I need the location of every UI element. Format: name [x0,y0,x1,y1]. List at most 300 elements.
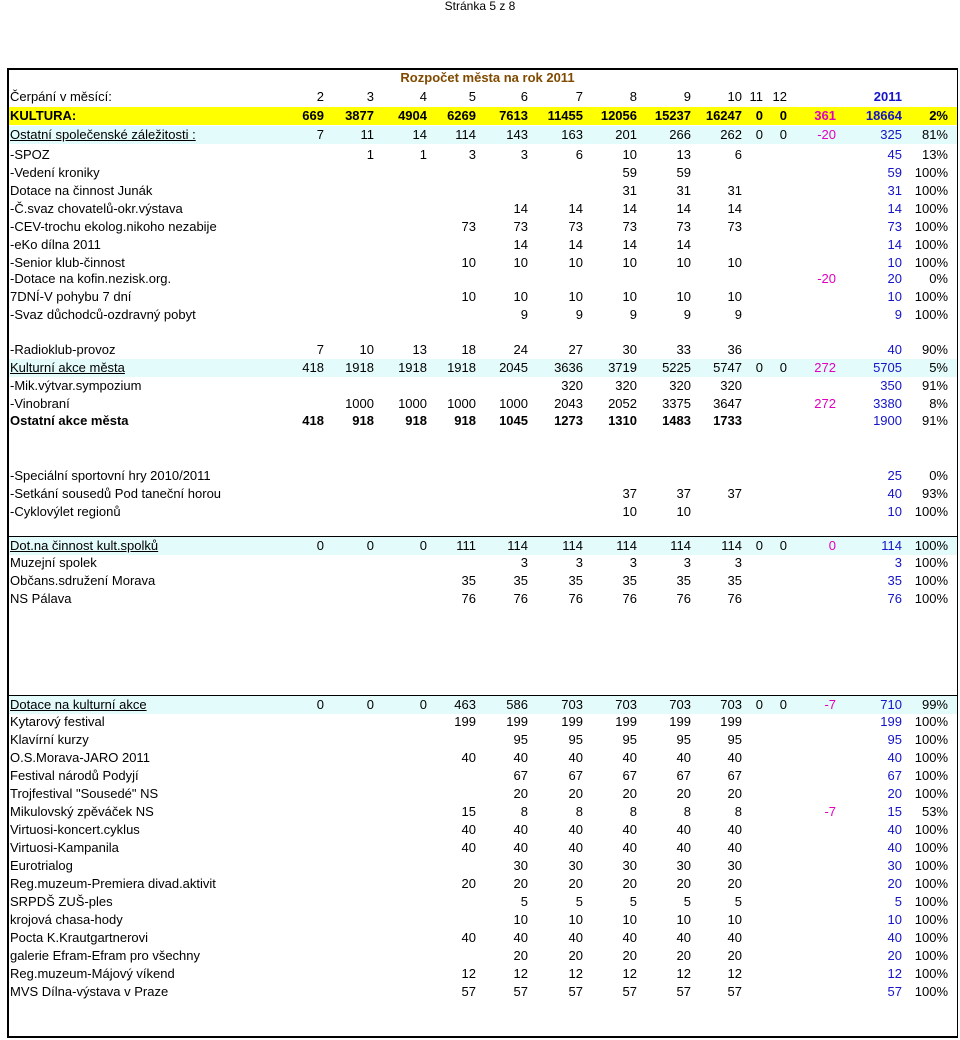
month-cell: 199 [506,714,528,729]
month-cell: 13 [412,342,427,357]
percent-cell: 100% [914,255,948,270]
month-cell: 0 [779,697,787,712]
table-row [9,270,957,288]
month-cell: 586 [506,697,528,712]
month-cell: 27 [568,342,583,357]
month-cell: 3 [520,555,528,570]
month-cell: 57 [461,984,476,999]
month-cell: 143 [506,127,528,142]
month-cell: 10 [676,255,691,270]
month-cell: 40 [568,822,583,837]
month-cell: 35 [461,573,476,588]
row-label: -Mik.výtvar.sympozium [10,378,142,393]
month-cell: 1273 [554,413,583,428]
table-row [9,785,957,803]
table-row [9,929,957,947]
percent-cell: 100% [914,289,948,304]
table-row [9,857,957,875]
month-cell: 67 [676,768,691,783]
month-cell: 35 [622,573,637,588]
month-cell: 0 [779,108,787,123]
month-cell: 16247 [705,108,742,123]
month-cell: 14 [513,237,528,252]
month-cell: 73 [513,219,528,234]
month-cell: 918 [454,413,476,428]
month-cell: 320 [669,378,691,393]
month-cell: 95 [513,732,528,747]
row-label: 7DNÍ-V pohybu 7 dní [10,289,132,304]
month-cell: 8 [629,804,637,819]
month-cell: 73 [568,219,583,234]
month-cell: 57 [513,984,528,999]
table-row [9,572,957,590]
month-cell: 199 [615,714,637,729]
table-row [9,803,957,821]
percent-cell: 93% [921,486,948,501]
month-cell: 35 [727,573,742,588]
month-cell: 36 [727,342,742,357]
month-cell: 2043 [554,396,583,411]
month-cell: 40 [727,930,742,945]
month-cell: 8 [520,804,528,819]
percent-cell: 100% [914,573,948,588]
percent-cell: 100% [914,930,948,945]
table-row [9,306,957,324]
month-cell: 114 [721,538,742,553]
budget-cell: 59 [887,165,902,180]
budget-cell: 14 [887,237,902,252]
table-row [9,377,957,395]
month-cell: 12 [727,966,742,981]
month-cell: 114 [670,538,691,553]
month-cell: 3 [734,555,742,570]
month-cell: 95 [676,732,691,747]
diff-cell: -7 [824,804,836,819]
month-cell: 12056 [600,108,637,123]
table-row [9,983,957,1001]
table-row [9,713,957,731]
budget-cell: 10 [887,289,902,304]
row-label: Trojfestival "Sousedé" NS [10,786,159,801]
month-cell: 114 [562,538,583,553]
percent-cell: 2% [929,108,948,123]
month-cell: 9 [520,307,528,322]
month-cell: 114 [455,127,476,142]
table-row [9,288,957,306]
month-cell: 5 [734,894,742,909]
percent-cell: 100% [914,201,948,216]
row-label: -Senior klub-činnost [10,255,125,270]
month-cell: 266 [669,127,691,142]
month-cell: 3 [575,555,583,570]
diff-cell: 272 [814,396,836,411]
month-cell: 3375 [662,396,691,411]
month-cell: 10 [622,147,637,162]
row-label: O.S.Morava-JARO 2011 [10,750,150,765]
month-cell: 10 [622,504,637,519]
month-cell: 10 [513,289,528,304]
month-cell: 7 [316,342,324,357]
diff-cell: 272 [814,360,836,375]
row-label: -eKo dílna 2011 [10,237,101,252]
month-cell: 918 [352,413,374,428]
month-cell: 40 [568,840,583,855]
header-row [9,88,957,106]
month-cell: 67 [568,768,583,783]
month-cell: 20 [727,948,742,963]
month-cell: 20 [513,876,528,891]
month-cell: 918 [405,413,427,428]
month-cell: 1310 [608,413,637,428]
month-cell: 6 [575,147,583,162]
budget-cell: 40 [887,750,902,765]
month-cell: 40 [727,840,742,855]
month-cell: 1483 [662,413,691,428]
month-cell: 14 [513,201,528,216]
month-cell: 669 [302,108,324,123]
month-cell: 8 [575,804,583,819]
month-cell: 14 [622,237,637,252]
percent-cell: 100% [914,165,948,180]
budget-cell: 10 [887,255,902,270]
month-cell: 10 [676,289,691,304]
percent-cell: 100% [914,984,948,999]
percent-cell: 100% [914,840,948,855]
month-cell: 3719 [608,360,637,375]
month-cell: 10 [727,912,742,927]
month-header: 10 [727,89,742,104]
table-row [9,182,957,200]
month-cell: 0 [316,697,324,712]
percent-cell: 100% [914,714,948,729]
month-cell: 14 [676,237,691,252]
month-cell: 11 [360,127,374,142]
month-cell: 10 [727,289,742,304]
budget-cell: 20 [887,786,902,801]
month-cell: 703 [669,697,691,712]
budget-cell: 9 [894,307,902,322]
month-cell: 418 [302,413,324,428]
percent-cell: 100% [914,948,948,963]
row-label: Mikulovský zpěváček NS [10,804,154,819]
month-cell: 3 [629,555,637,570]
month-cell: 1918 [345,360,374,375]
month-cell: 40 [513,840,528,855]
month-cell: 418 [302,360,324,375]
row-label: Festival národů Podyjí [10,768,139,783]
month-cell: 15 [461,804,476,819]
month-cell: 1918 [447,360,476,375]
month-cell: 5 [629,894,637,909]
percent-cell: 100% [914,768,948,783]
table-row [9,412,957,430]
percent-cell: 100% [914,591,948,606]
month-cell: 73 [461,219,476,234]
table-row [9,767,957,785]
month-cell: 30 [676,858,691,873]
month-cell: 0 [779,538,787,553]
month-cell: 59 [676,165,691,180]
table-row [9,218,957,236]
table-row [9,467,957,485]
percent-cell: 100% [914,183,948,198]
month-cell: 76 [727,591,742,606]
month-cell: 57 [622,984,637,999]
percent-cell: 100% [914,894,948,909]
row-label: NS Pálava [10,591,72,606]
month-cell: 463 [454,697,476,712]
month-cell: 10 [727,255,742,270]
month-header: 5 [468,89,476,104]
month-cell: 40 [727,822,742,837]
table-row [9,341,957,359]
row-label: -Speciální sportovní hry 2010/2011 [10,468,211,483]
table-row [9,554,957,572]
header-label: Čerpání v měsící: [10,89,112,104]
month-cell: 3 [683,555,691,570]
month-cell: 3 [468,147,476,162]
month-cell: 320 [561,378,583,393]
month-cell: 12 [461,966,476,981]
month-cell: 13 [676,147,691,162]
month-cell: 5 [683,894,691,909]
month-cell: 33 [676,342,691,357]
percent-cell: 100% [914,786,948,801]
percent-cell: 91% [921,378,948,393]
month-cell: 20 [461,876,476,891]
budget-cell: 45 [887,147,902,162]
month-cell: 0 [779,127,787,142]
month-cell: 40 [622,840,637,855]
month-cell: 0 [755,538,763,553]
month-cell: 20 [568,786,583,801]
budget-cell: 5705 [873,360,902,375]
month-cell: 31 [676,183,691,198]
table-row [9,359,957,377]
budget-cell: 199 [880,714,902,729]
month-cell: 35 [513,573,528,588]
table-row [9,695,957,714]
month-cell: 8 [683,804,691,819]
month-cell: 0 [755,697,763,712]
percent-cell: 0% [929,271,948,286]
row-label: Ostatní společenské záležitosti : [10,127,196,142]
month-cell: 10 [513,255,528,270]
table-row [9,126,957,144]
month-cell: 20 [622,948,637,963]
row-label: Reg.muzeum-Premiera divad.aktivit [10,876,216,891]
month-cell: 5 [575,894,583,909]
month-cell: 3 [520,147,528,162]
budget-cell: 3 [894,555,902,570]
percent-cell: 100% [914,555,948,570]
month-cell: 40 [513,930,528,945]
month-cell: 0 [755,108,763,123]
table-row [9,107,957,125]
budget-cell: 40 [887,822,902,837]
row-label: -Dotace na kofin.nezisk.org. [10,271,172,286]
month-cell: 12 [513,966,528,981]
month-cell: 20 [622,786,637,801]
month-cell: 14 [568,237,583,252]
month-cell: 1000 [447,396,476,411]
month-cell: 67 [622,768,637,783]
month-cell: 6269 [447,108,476,123]
budget-cell: 114 [881,538,902,553]
month-cell: 67 [513,768,528,783]
month-header: 7 [575,89,583,104]
budget-cell: 10 [887,504,902,519]
month-cell: 320 [615,378,637,393]
diff-cell: -7 [824,697,836,712]
month-cell: 9 [734,307,742,322]
diff-cell: 361 [814,108,836,123]
month-cell: 0 [419,697,427,712]
month-cell: 15237 [654,108,691,123]
month-cell: 7 [316,127,324,142]
month-cell: 30 [568,858,583,873]
month-cell: 40 [727,750,742,765]
budget-cell: 57 [887,984,902,999]
month-header: 2 [316,89,324,104]
budget-cell: 30 [887,858,902,873]
month-cell: 30 [727,858,742,873]
budget-cell: 67 [887,768,902,783]
month-cell: 10 [622,255,637,270]
month-header: 6 [520,89,528,104]
month-cell: 9 [575,307,583,322]
month-cell: 20 [676,786,691,801]
table-row [9,200,957,218]
table-row [9,731,957,749]
month-cell: 40 [622,750,637,765]
budget-cell: 40 [887,486,902,501]
row-label: Dot.na činnost kult.spolků [10,538,159,553]
month-cell: 262 [720,127,742,142]
month-cell: 9 [629,307,637,322]
month-cell: 67 [727,768,742,783]
row-label: -Setkání sousedů Pod taneční horou [10,486,222,501]
row-label: Dotace na kulturní akce [10,697,147,712]
percent-cell: 100% [914,822,948,837]
month-cell: 20 [513,948,528,963]
percent-cell: 90% [921,342,948,357]
budget-cell: 1900 [873,413,902,428]
month-cell: 76 [622,591,637,606]
month-cell: 3636 [554,360,583,375]
month-cell: 1 [419,147,427,162]
percent-cell: 100% [914,307,948,322]
month-cell: 95 [622,732,637,747]
month-cell: 76 [461,591,476,606]
budget-cell: 76 [887,591,902,606]
month-cell: 114 [616,538,637,553]
month-cell: 0 [779,360,787,375]
month-cell: 20 [676,948,691,963]
month-cell: 40 [461,822,476,837]
budget-cell: 12 [887,966,902,981]
table-row [9,395,957,413]
month-cell: 703 [720,697,742,712]
budget-cell: 20 [887,876,902,891]
month-cell: 199 [454,714,476,729]
month-cell: 73 [622,219,637,234]
budget-cell: 20 [887,271,902,286]
month-cell: 5 [520,894,528,909]
month-header: 4 [419,89,427,104]
month-cell: 57 [568,984,583,999]
month-cell: 10 [513,912,528,927]
month-cell: 10 [568,912,583,927]
year-header: 2011 [873,89,902,104]
month-cell: 4904 [398,108,427,123]
month-cell: 18 [461,342,476,357]
budget-cell: 40 [887,342,902,357]
month-cell: 1733 [713,413,742,428]
month-cell: 14 [568,201,583,216]
month-cell: 73 [676,219,691,234]
month-cell: 20 [727,876,742,891]
month-cell: 35 [676,573,691,588]
month-cell: 20 [622,876,637,891]
row-label: -CEV-trochu ekolog.nikoho nezabije [10,219,217,234]
month-cell: 1045 [499,413,528,428]
row-label: -Radioklub-provoz [10,342,116,357]
row-label: Virtuosi-koncert.cyklus [10,822,140,837]
diff-cell: -20 [817,271,836,286]
month-cell: 5225 [662,360,691,375]
month-cell: 703 [561,697,583,712]
month-cell: 76 [513,591,528,606]
month-cell: 199 [720,714,742,729]
month-cell: 10 [359,342,374,357]
month-cell: 0 [755,127,763,142]
month-cell: 0 [419,538,427,553]
budget-cell: 35 [887,573,902,588]
row-label: -Vinobraní [10,396,70,411]
row-label: Virtuosi-Kampanila [10,840,119,855]
budget-cell: 18664 [865,108,902,123]
month-cell: 31 [622,183,637,198]
budget-cell: 10 [887,912,902,927]
month-cell: 40 [513,750,528,765]
month-cell: 57 [676,984,691,999]
month-cell: 40 [676,822,691,837]
month-cell: 11455 [547,108,583,123]
month-cell: 6 [734,147,742,162]
month-cell: 37 [622,486,637,501]
table-row [9,893,957,911]
percent-cell: 100% [914,876,948,891]
month-cell: 73 [727,219,742,234]
percent-cell: 53% [921,804,948,819]
month-cell: 2045 [499,360,528,375]
budget-cell: 5 [894,894,902,909]
month-cell: 5747 [713,360,742,375]
budget-cell: 3380 [873,396,902,411]
budget-cell: 40 [887,930,902,945]
row-label: -Vedení kroniky [10,165,100,180]
percent-cell: 0% [929,468,948,483]
month-cell: 37 [727,486,742,501]
month-cell: 8 [734,804,742,819]
month-cell: 35 [568,573,583,588]
percent-cell: 100% [914,750,948,765]
budget-cell: 710 [880,697,902,712]
month-cell: 20 [676,876,691,891]
table-row [9,164,957,182]
table-row [9,965,957,983]
